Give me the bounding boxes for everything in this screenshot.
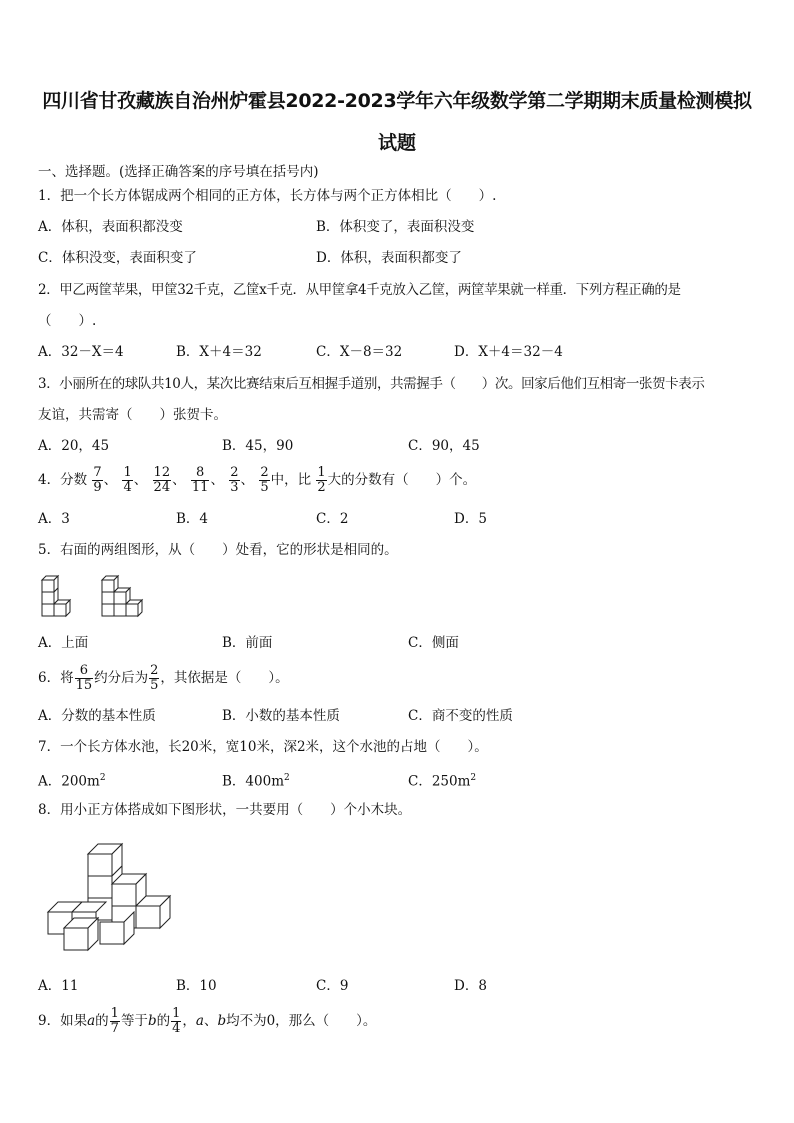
q7-option-c[interactable]: C．$250m^2$ [408,773,477,790]
fraction-1-7: $\frac{1}{7}$ [110,1006,119,1036]
fraction-8-11: $\frac{8}{11}$ [191,465,209,495]
question-9: 9．如果a的 $\frac{1}{7}$ 等于b的 $\frac{1}{4}$ ，a、b均不为0，那么（ ）。 [38,1006,377,1036]
question-1: 1．把一个长方体锯成两个相同的正方体，长方体与两个正方体相比（ ）. [38,188,497,204]
fraction-2-5: $\frac{2}{5}$ [260,465,269,495]
question-8: 8．用小正方体搭成如下图形状，一共要用（ ）个小木块。 [38,802,412,818]
q5-cube-figures [36,572,146,622]
question-4: 4．分数 $\frac{7}{9}$ 、 $\frac{1}{4}$ 、 $\frac{12}{24}$ 、 $\frac{8}{11}$ 、 $\frac{2}{3}$ 、 $\frac{2}{5}$ 中，比 $\frac{1}{2}$ 大的分数有（ ）个。 [38,465,477,495]
q4-option-d[interactable]: D．5 [454,511,487,527]
q4-option-c[interactable]: C．2 [316,511,349,527]
exam-title-line2: 试题 [377,132,416,154]
q3-option-b[interactable]: B．45，90 [222,438,294,454]
fraction-7-9: $\frac{7}{9}$ [93,465,102,495]
q7-option-a[interactable]: A．$200m^2$ [38,773,106,790]
question-3: 3．小丽所在的球队共10人，某次比赛结束后互相握手道别，共需握手（ ）次。回家后他们互相寄一张贺卡表示 [38,376,705,392]
question-5: 5．右面的两组图形，从（ ）处看，它的形状是相同的。 [38,542,398,558]
q2-option-c[interactable]: C．X－8＝32 [316,344,403,360]
q8-cube-stack-figure [40,836,190,956]
q2-option-b[interactable]: B．X＋4＝32 [176,344,262,360]
q4-option-b[interactable]: B．4 [176,511,209,527]
q3-option-c[interactable]: C．90，45 [408,438,480,454]
fraction-1-4: $\frac{1}{4}$ [172,1006,181,1036]
question-2: 2．甲乙两筐苹果，甲筐32千克，乙筐x千克．从甲筐拿4千克放入乙筐，两筐苹果就一样重．下列方程正确的是 [38,282,681,298]
q5-option-b[interactable]: B．前面 [222,635,273,651]
question-7: 7．一个长方体水池，长20米，宽10米，深2米，这个水池的占地（ ）。 [38,739,488,755]
q6-option-b[interactable]: B．小数的基本性质 [222,708,340,724]
question-6: 6．将 $\frac{6}{15}$ 约分后为 $\frac{2}{5}$ ，其依据是（ ）。 [38,663,289,693]
fraction-1-4: $\frac{1}{4}$ [123,465,132,495]
fraction-2-5: $\frac{2}{5}$ [150,663,159,693]
q7-option-b[interactable]: B．$400m^2$ [222,773,290,790]
q2-option-d[interactable]: D．X＋4＝32－4 [454,344,563,360]
q8-option-c[interactable]: C．9 [316,978,349,994]
fraction-12-24: $\frac{12}{24}$ [153,465,171,495]
q5-option-a[interactable]: A．上面 [38,635,89,651]
exam-title-line1: 四川省甘孜藏族自治州炉霍县2022-2023学年六年级数学第二学期期末质量检测模拟 [42,90,752,112]
q2-option-a[interactable]: A．32－X＝4 [38,344,124,360]
q4-option-a[interactable]: A．3 [38,511,70,527]
q1-option-a[interactable]: A．体积，表面积都没变 [38,219,183,235]
q8-option-a[interactable]: A．11 [38,978,79,994]
fraction-2-3: $\frac{2}{3}$ [230,465,239,495]
q6-option-a[interactable]: A．分数的基本性质 [38,708,156,724]
q5-figure-left [42,576,70,616]
q6-option-c[interactable]: C．商不变的性质 [408,708,513,724]
q3-option-a[interactable]: A．20，45 [38,438,110,454]
fraction-6-15: $\frac{6}{15}$ [75,663,93,693]
q5-figure-right [102,576,142,616]
q1-option-c[interactable]: C．体积没变，表面积变了 [38,250,197,266]
q8-option-b[interactable]: B．10 [176,978,217,994]
q4-prefix: 4．分数 [38,472,88,488]
q8-option-d[interactable]: D．8 [454,978,487,994]
question-3-cont: 友谊，共需寄（ ）张贺卡。 [38,407,227,423]
q5-option-c[interactable]: C．侧面 [408,635,459,651]
question-2-cont: （ ）. [38,313,97,329]
section-heading: 一、选择题。(选择正确答案的序号填在括号内) [38,164,319,180]
q1-option-b[interactable]: B．体积变了，表面积没变 [316,219,475,235]
q1-option-d[interactable]: D．体积，表面积都变了 [316,250,462,266]
fraction-1-2: $\frac{1}{2}$ [317,465,326,495]
